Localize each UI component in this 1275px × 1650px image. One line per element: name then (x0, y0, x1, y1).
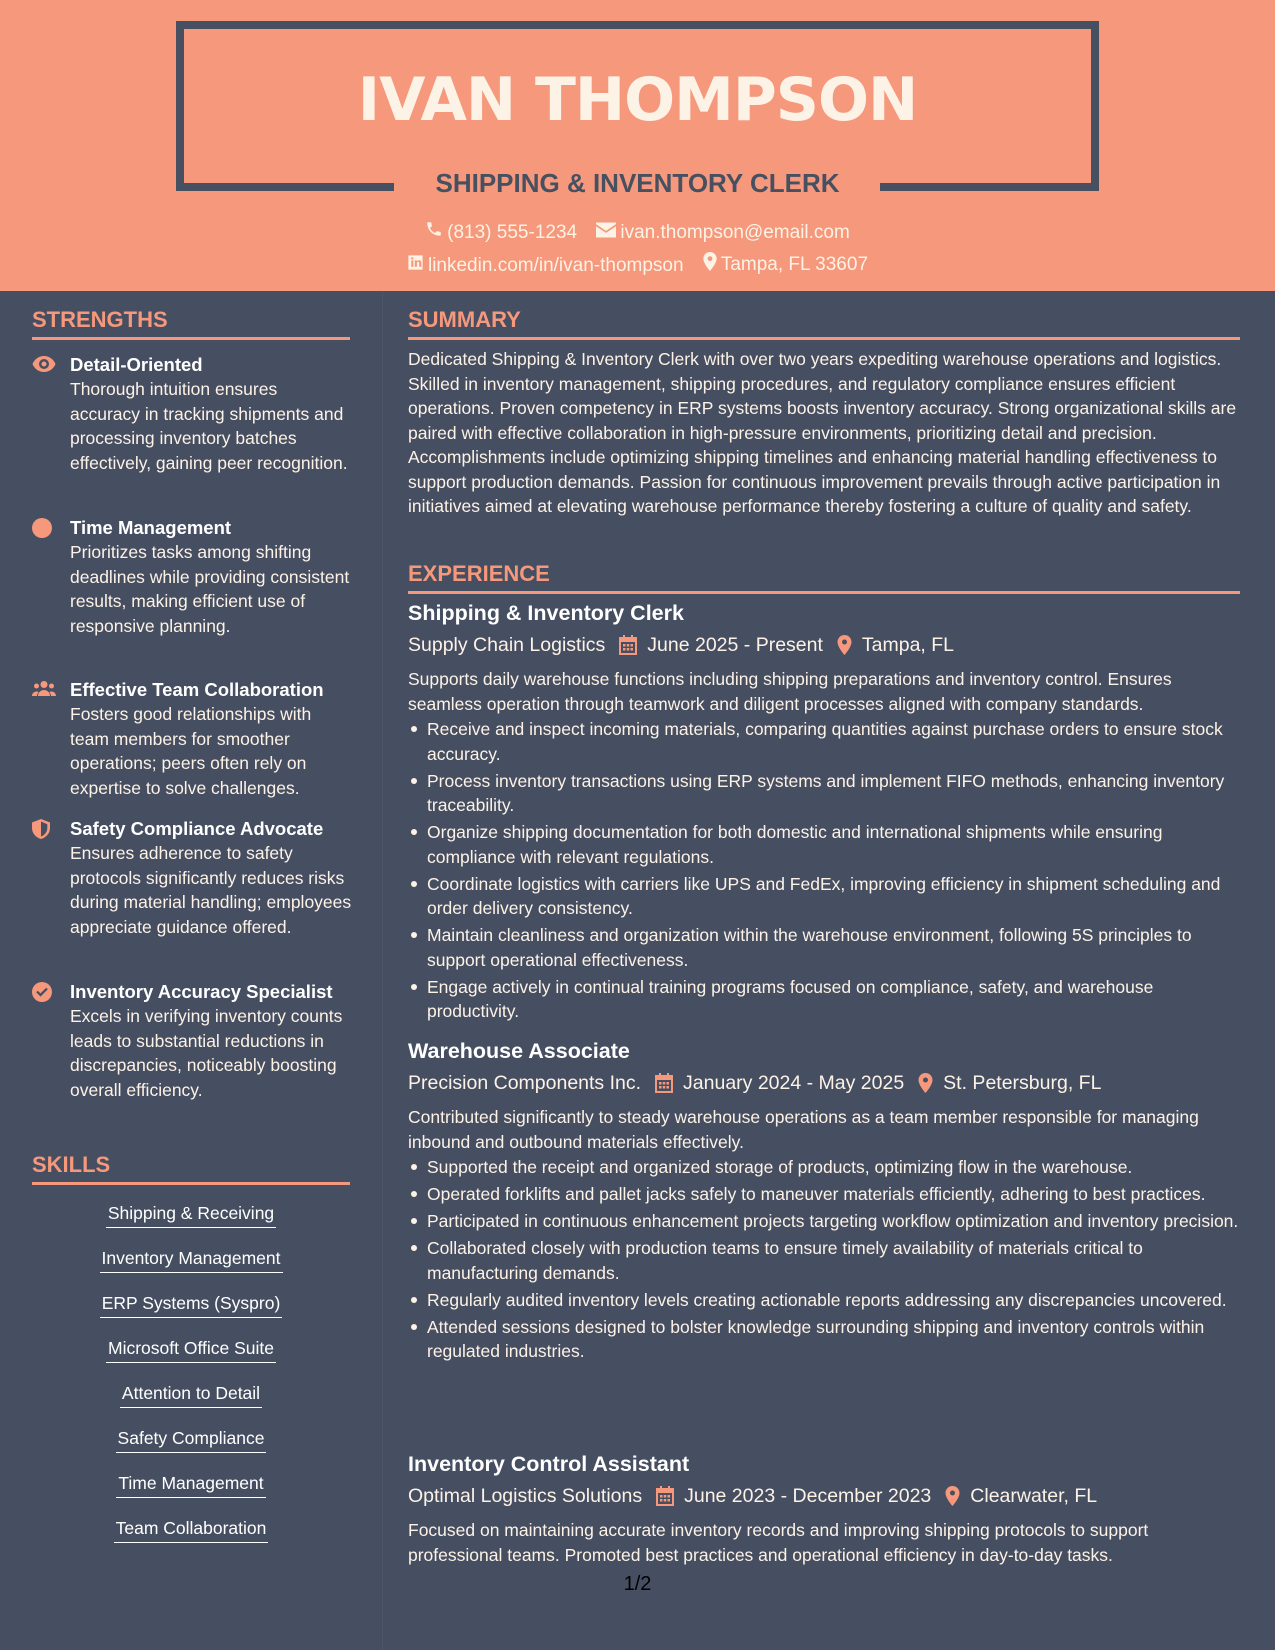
linkedin-contact[interactable] (407, 254, 684, 278)
list-item: Participated in continuous enhancement projects targeting workflow optimization and inventory precision. (408, 1209, 1240, 1234)
skills-heading: SKILLS (32, 1152, 111, 1177)
column-divider (382, 291, 383, 1650)
job-description: Focused on maintaining accurate inventory records and improving shipping protocols to support professional teams. Promoted best practices and operational efficiency in day-to-day tasks. (408, 1520, 1149, 1565)
contact-line-1 (0, 220, 1275, 245)
experience-heading: EXPERIENCE (408, 561, 550, 586)
job-title: Inventory Control Assistant (408, 1452, 690, 1476)
check-circle-icon (32, 982, 56, 1002)
job-location: Clearwater, FL (970, 1485, 1098, 1507)
skill-item: Microsoft Office Suite (32, 1336, 350, 1363)
job-location: St. Petersburg, FL (943, 1072, 1102, 1094)
page-number: 1/2 (623, 1573, 652, 1595)
strengths-heading: STRENGTHS (32, 307, 168, 332)
linkedin-icon (407, 254, 428, 278)
job-meta (408, 1483, 1097, 1509)
list-item: Engage actively in continual training programs focused on compliance, safety, and warehouse productivity. (408, 975, 1240, 1024)
strength-title: Effective Team Collaboration (70, 679, 324, 700)
job-bullets (408, 717, 1240, 1026)
list-item: Maintain cleanliness and organization within the warehouse environment, following 5S principles to support operational effectiveness. (408, 923, 1240, 972)
phone-icon (425, 220, 447, 245)
company-name: Supply Chain Logistics (408, 634, 606, 656)
list-item: Coordinate logistics with carriers like UPS and FedEx, improving efficiency in shipment scheduling and order delivery consistency. (408, 872, 1240, 921)
linkedin-text: linkedin.com/in/ivan-thompson (427, 255, 684, 276)
phone-text: (813) 555-1234 (447, 221, 578, 243)
strength-title: Safety Compliance Advocate (70, 818, 324, 839)
map-pin-icon (918, 1073, 933, 1093)
list-item: Regularly audited inventory levels creating actionable reports addressing any discrepancies uncovered. (408, 1288, 1240, 1313)
location-contact (703, 252, 868, 278)
calendar-icon (655, 1073, 673, 1093)
email-contact[interactable] (596, 221, 849, 245)
candidate-name: IVAN THOMPSON (357, 65, 918, 135)
users-icon (32, 680, 56, 700)
company-name: Precision Components Inc. (408, 1072, 642, 1094)
calendar-icon (619, 635, 637, 655)
phone-contact[interactable] (425, 220, 577, 245)
summary-text: Dedicated Shipping & Inventory Clerk with over two years expediting warehouse operations and logistics. Skilled in inventory management, shipping procedures, and regulatory compliance ensures efficient operations. Proven competency in ERP systems boosts inventory accuracy. Strong organizational skills are paired with effective collaboration in high-pressure environments, prioritizing detail and precision. Accomplishments include optimizing shipping timelines and enhancing material handling effectiveness to support production demands. Passion for continuous improvement prevails through active participation in initiatives aimed at elevating warehouse performance thereby fostering a culture of quality and safety. (408, 349, 1237, 516)
list-item: Organize shipping documentation for both domestic and international shipments while ensuring compliance with relevant regulations. (408, 820, 1240, 869)
job-meta (408, 632, 954, 658)
job-title: Warehouse Associate (408, 1039, 630, 1063)
job-dates: June 2023 - December 2023 (684, 1485, 932, 1507)
summary-heading: SUMMARY (408, 307, 521, 332)
map-pin-icon (945, 1486, 960, 1506)
eye-icon (32, 355, 56, 375)
contact-line-2 (0, 252, 1275, 278)
shield-icon (32, 819, 56, 839)
strength-title: Time Management (70, 517, 232, 538)
map-pin-icon (703, 252, 721, 278)
summary-rule (408, 337, 1240, 340)
list-item: Collaborated closely with production teams to ensure timely availability of materials critical to manufacturing demands. (408, 1236, 1240, 1285)
strength-description: Excels in verifying inventory counts leads to substantial reductions in discrepancies, noticeably boosting overall efficiency. (70, 1006, 343, 1100)
skill-item: ERP Systems (Syspro) (32, 1291, 350, 1318)
strength-description: Thorough intuition ensures accuracy in tracking shipments and processing inventory batches effectively, gaining peer recognition. (70, 379, 348, 473)
job-description: Contributed significantly to steady warehouse operations as a team member responsible for managing inbound and outbound materials effectively. (408, 1107, 1199, 1152)
skill-item: Team Collaboration (32, 1516, 350, 1543)
skills-rule (32, 1182, 350, 1185)
list-item: Receive and inspect incoming materials, comparing quantities against purchase orders to ensure stock accuracy. (408, 717, 1240, 766)
skill-item: Inventory Management (32, 1246, 350, 1273)
job-location: Tampa, FL (861, 634, 955, 656)
job-dates: January 2024 - May 2025 (683, 1072, 905, 1094)
company-name: Optimal Logistics Solutions (408, 1485, 643, 1507)
strength-title: Detail-Oriented (70, 354, 203, 375)
experience-rule (408, 591, 1240, 594)
location-text: Tampa, FL 33607 (720, 254, 869, 275)
strength-description: Fosters good relationships with team members for smoother operations; peers often rely on expertise to solve challenges. (70, 704, 312, 798)
strength-title: Inventory Accuracy Specialist (70, 981, 333, 1002)
skill-item: Shipping & Receiving (32, 1201, 350, 1228)
job-bullets (408, 1155, 1240, 1366)
map-pin-icon (837, 635, 852, 655)
strength-description: Prioritizes tasks among shifting deadlines while providing consistent results, making efficient use of responsive planning. (70, 542, 350, 636)
strengths-rule (32, 337, 350, 340)
job-dates: June 2025 - Present (647, 634, 823, 656)
calendar-icon (656, 1486, 674, 1506)
skill-item: Time Management (32, 1471, 350, 1498)
job-description: Supports daily warehouse functions including shipping preparations and inventory control. Ensures seamless operation through teamwork and diligent processes aligned with company standards. (408, 669, 1172, 714)
list-item: Attended sessions designed to bolster knowledge surrounding shipping and inventory controls within regulated industries. (408, 1315, 1240, 1364)
email-text: ivan.thompson@email.com (620, 222, 850, 243)
skill-item: Attention to Detail (32, 1381, 350, 1408)
header-band (0, 0, 1275, 291)
list-item: Process inventory transactions using ERP systems and implement FIFO methods, enhancing inventory traceability. (408, 769, 1240, 818)
skill-item: Safety Compliance (32, 1426, 350, 1453)
list-item: Operated forklifts and pallet jacks safely to maneuver materials efficiently, adhering to best practices. (408, 1182, 1240, 1207)
clock-icon (32, 518, 56, 538)
job-title-heading: SHIPPING & INVENTORY CLERK (435, 168, 840, 198)
strength-description: Ensures adherence to safety protocols significantly reduces risks during material handling; employees appreciate guidance offered. (70, 843, 352, 937)
job-meta (408, 1070, 1101, 1096)
list-item: Supported the receipt and organized storage of products, optimizing flow in the warehouse. (408, 1155, 1240, 1180)
envelope-icon (596, 221, 620, 245)
job-title: Shipping & Inventory Clerk (408, 601, 684, 625)
